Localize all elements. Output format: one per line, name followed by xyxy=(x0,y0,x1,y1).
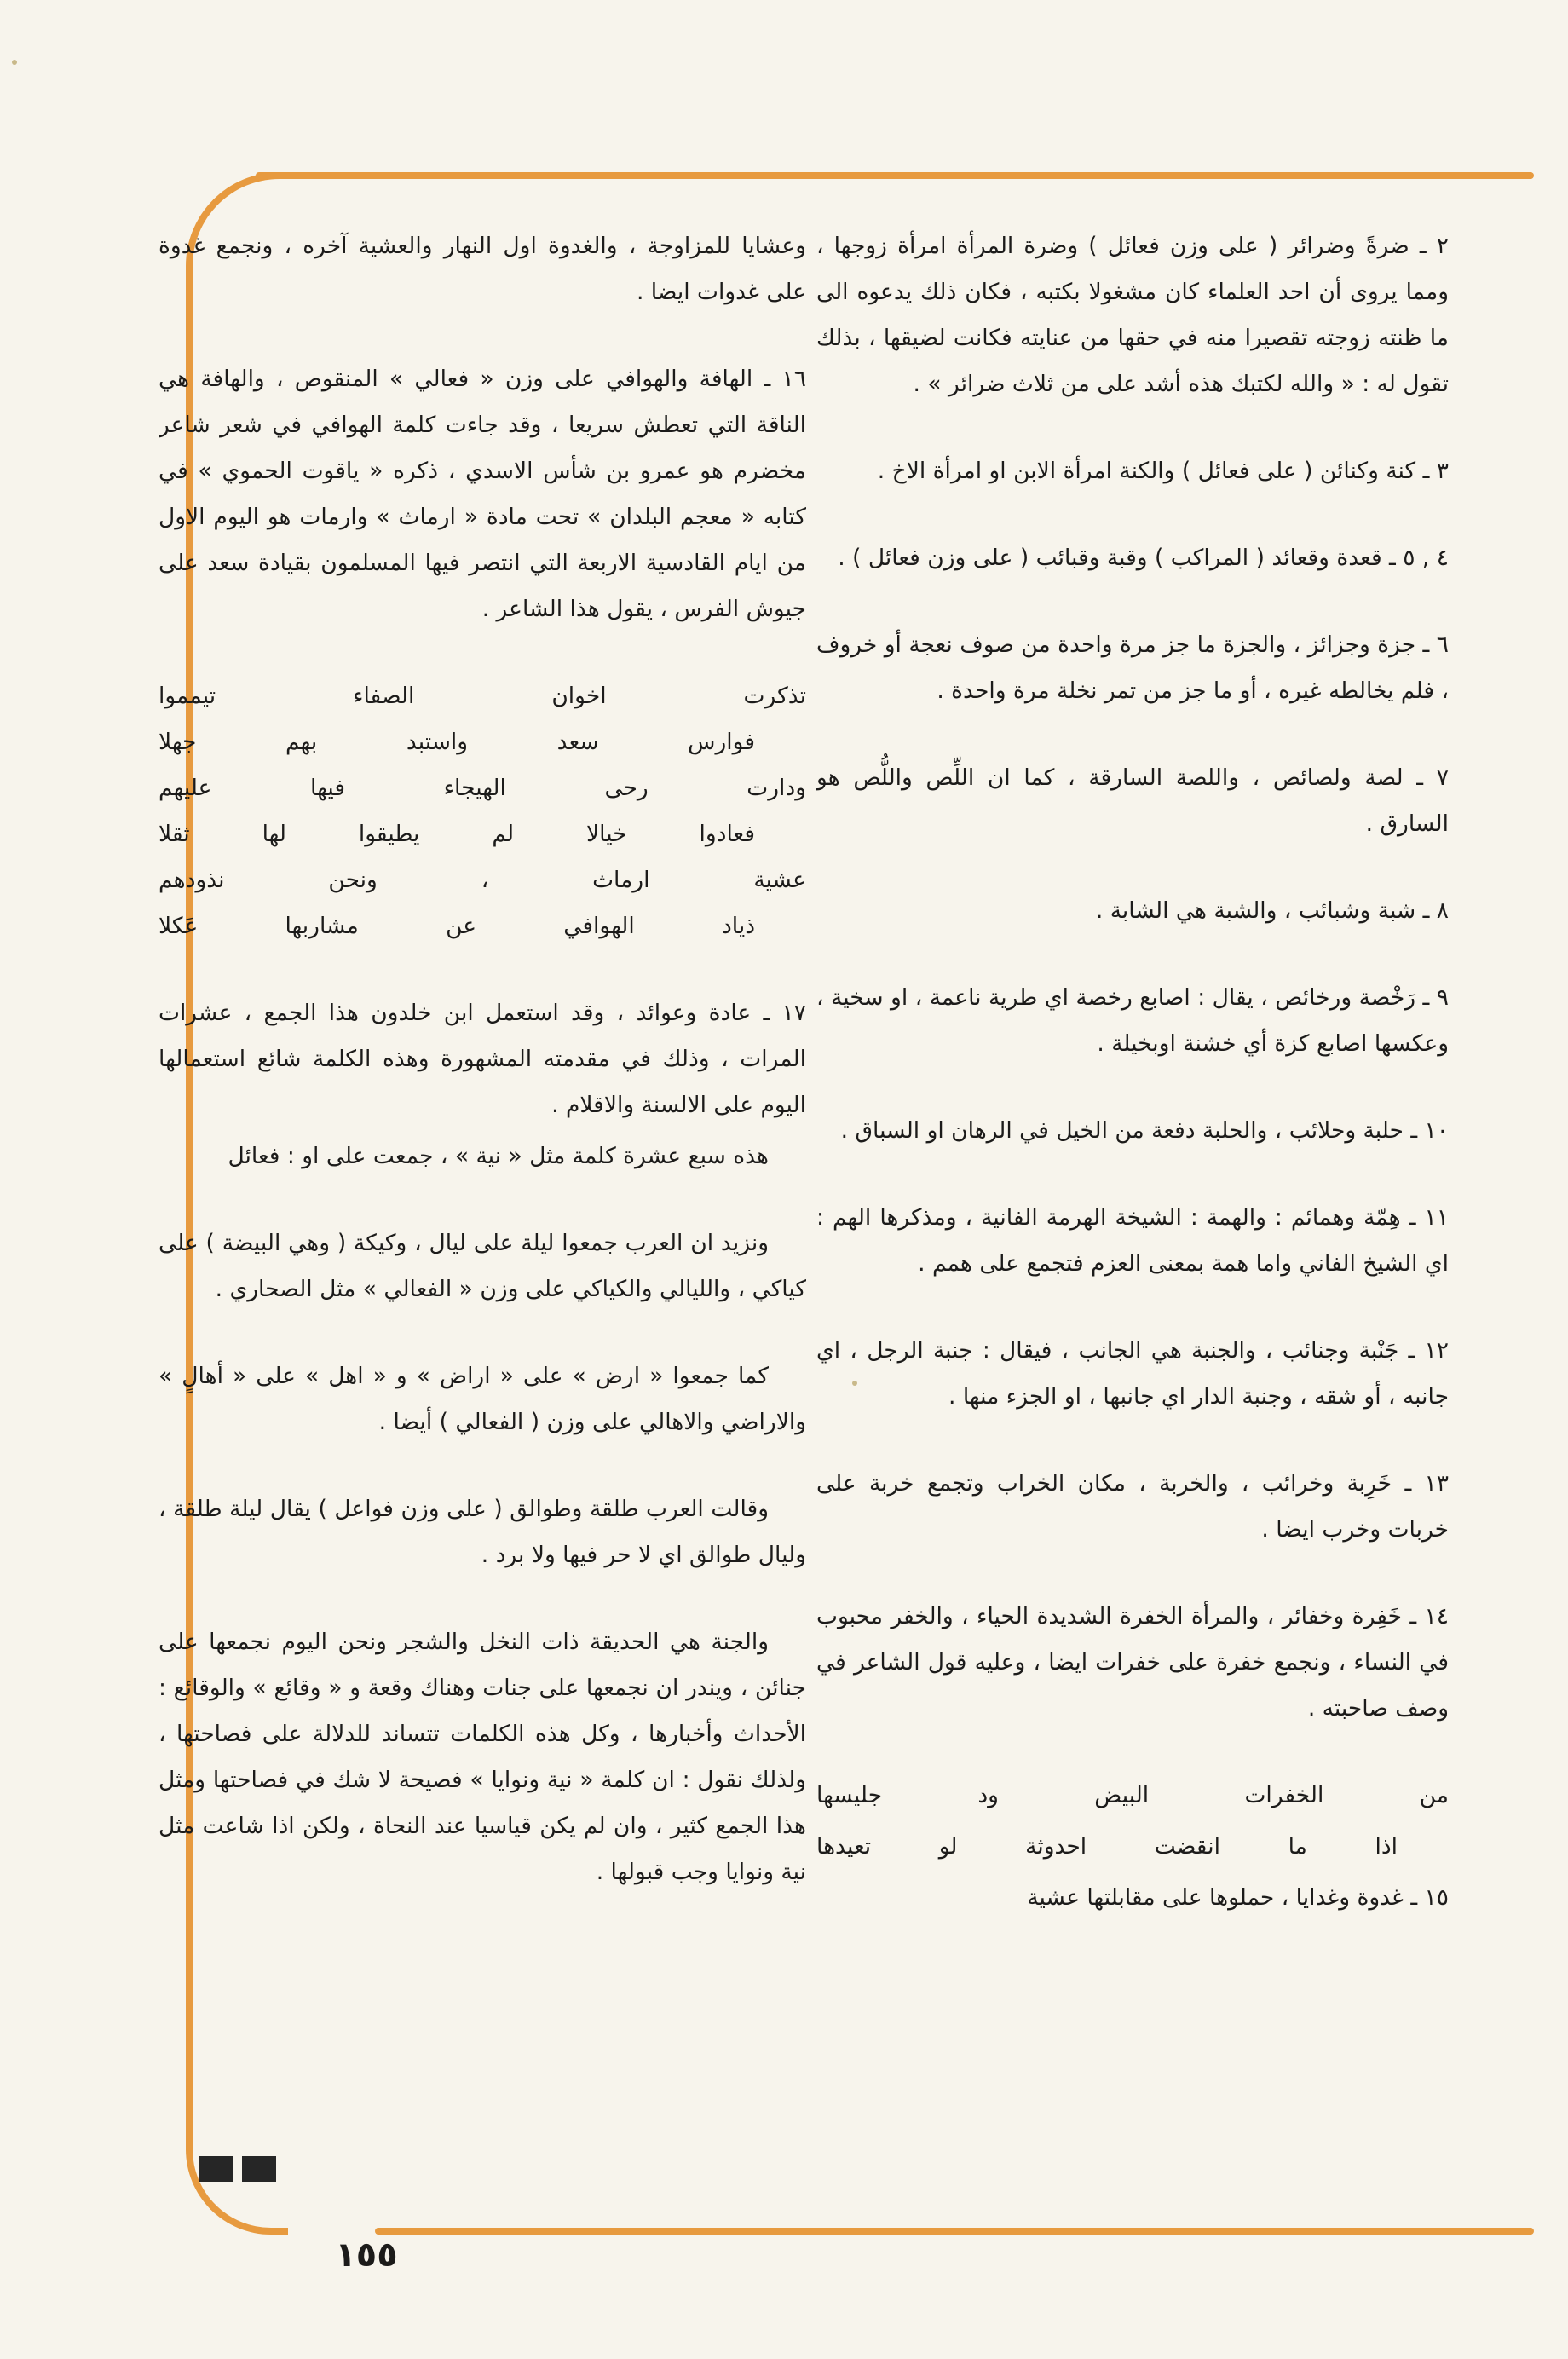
frame-top-border xyxy=(256,172,1534,179)
verse-line-1: من الخفرات البيض ود جليسها xyxy=(816,1782,1449,1808)
entry-6: ٦ ـ جزة وجزائز ، والجزة ما جز مرة واحدة من صوف نعجة أو خروف ، فلم يخالطه غيره ، أو ما جز من تمر نخلة مرة واحدة . xyxy=(816,632,1449,704)
poem-line: ذياد الهوافي عن مشاربها عَكلا xyxy=(159,913,755,939)
end-square-mark xyxy=(242,2156,276,2182)
page-number: ١٥٥ xyxy=(335,2235,398,2275)
poem-block xyxy=(159,673,806,949)
entry-9: ٩ ـ رَخْصة ورخائص ، يقال : اصابع رخصة اي طرية ناعمة ، او سخية ، وعكسها اصابع كزة أي خشنة اوبخيلة . xyxy=(816,984,1449,1057)
entry-14: ١٤ ـ خَفِرة وخفائر ، والمرأة الخفرة الشديدة الحياء ، والخفر محبوب في النساء ، ونجمع خفرة على خفرات ايضا ، وعليه قول الشاعر في وصف صاحبته . xyxy=(816,1603,1449,1722)
entry-3: ٣ ـ كنة وكنائن ( على فعائل ) والكنة امرأة الابن او امرأة الاخ . xyxy=(877,458,1449,484)
poem-line: عشية ارماث ، ونحن نذودهم xyxy=(159,867,806,893)
paragraph-tawaliq: وقالت العرب طلقة وطوالق ( على وزن فواعل ) يقال ليلة طلقة ، وليال طوالق اي لا حر فيها ولا برد . xyxy=(159,1496,806,1568)
left-column xyxy=(159,223,806,2209)
entry-15: ١٥ ـ غدوة وغدايا ، حملوها على مقابلتها عشية xyxy=(1027,1884,1449,1911)
entry-2: ٢ ـ ضرةً وضرائر ( على وزن فعائل ) وضرة المرأة امرأة زوجها ، ومما يروى أن احد العلماء كان مشغولا بكتبه ، فكان ذلك يدعوه الى ما ظنته زوجته تقصيرا منه في حقها من عنايته فكانت لضيقها ، بذلك تقول له : « والله لكتبك هذه أشد على من ثلاث ضرائر » . xyxy=(816,233,1449,397)
entry-15-continued: وعشايا للمزاوجة ، والغدوة اول النهار والعشية آخره ، ونجمع غدوة على غدوات ايضا . xyxy=(159,233,806,305)
paragraph-lands: كما جمعوا « ارض » على « اراض » و « اهل » على « أهالٍ » والاراضي والاهالي على وزن ( الفعالي ) أيضا . xyxy=(159,1363,806,1435)
entry-16: ١٦ ـ الهافة والهوافي على وزن « فعالي » المنقوص ، والهافة هي الناقة التي تعطش سريعا ، وقد جاءت كلمة الهوافي في شعر شاعر مخضرم هو عمرو بن شأس الاسدي ، ذكره « ياقوت الحموي » في كتابه « معجم البلدان » تحت مادة « ارماث » وارمات هو اليوم الاول من ايام القادسية الاربعة التي انتصر فيها المسلمون بقيادة سعد على جيوش الفرس ، يقول هذا الشاعر . xyxy=(159,366,806,622)
poem-line: ودارت رحى الهيجاء فيها عليهم xyxy=(159,775,806,801)
poem-line: فعادوا خيالا لم يطيقوا لها ثقلا xyxy=(159,821,755,847)
entry-13: ١٣ ـ خَرِبة وخرائب ، والخربة ، مكان الخراب وتجمع خربة على خربات وخرب ايضا . xyxy=(816,1470,1449,1543)
entry-8: ٨ ـ شبة وشبائب ، والشبة هي الشابة . xyxy=(1095,897,1449,924)
paragraph-nights: ونزيد ان العرب جمعوا ليلة على ليال ، وكيكة ( وهي البيضة ) على كياكي ، والليالي والكياكي على وزن « الفعالي » مثل الصحاري . xyxy=(159,1230,806,1302)
end-of-article-marks xyxy=(198,2156,276,2182)
poem-line: تذكرت اخوان الصفاء تيمموا xyxy=(159,683,806,709)
entry-11: ١١ ـ هِمّة وهمائم : والهمة : الشيخة الهرمة الفانية ، ومذكرها الهم : اي الشيخ الفاني واما همة بمعنى العزم فتجمع على همم . xyxy=(816,1204,1449,1277)
summary-paragraph: هذه سبع عشرة كلمة مثل « نية » ، جمعت على او : فعائل xyxy=(228,1143,769,1169)
entry-7: ٧ ـ لصة ولصائص ، واللصة السارقة ، كما ان اللِّص واللُّص هو السارق . xyxy=(816,764,1449,837)
right-column xyxy=(816,223,1449,2209)
entry-12: ١٢ ـ جَنْبة وجنائب ، والجنبة هي الجانب ، فيقال : جنبة الرجل ، اي جانبه ، أو شقه ، وجنبة الدار اي جانبها ، او الجزء منها . xyxy=(816,1337,1449,1410)
poem-line: فوارس سعد واستبد بهم جهلا xyxy=(159,729,755,755)
paper-speck xyxy=(12,60,17,65)
entry-17: ١٧ ـ عادة وعوائد ، وقد استعمل ابن خلدون هذا الجمع ، عشرات المرات ، وذلك في مقدمته المشهورة وهذه الكلمة شائع استعمالها اليوم على الالسنة والاقلام . xyxy=(159,1000,806,1118)
entry-10: ١٠ ـ حلبة وحلائب ، والحلبة دفعة من الخيل في الرهان او السباق . xyxy=(840,1117,1449,1144)
verse-line-2: اذا ما انقضت احدوثة لو تعيدها xyxy=(816,1833,1398,1860)
entry-4-5: ٤ , ٥ ـ قعدة وقعائد ( المراكب ) وقبة وقبائب ( على وزن فعائل ) . xyxy=(838,545,1449,571)
frame-bottom-border xyxy=(375,2228,1534,2235)
end-square-mark xyxy=(199,2156,233,2182)
paragraph-conclusion: والجنة هي الحديقة ذات النخل والشجر ونحن اليوم نجمعها على جنائن ، ويندر ان نجمعها على جنات وهناك وقعة و « وقائع » والوقائع : الأحداث وأخبارها ، وكل هذه الكلمات تتساند للدلالة على فصاحتها ، ولذلك نقول : ان كلمة « نية ونوايا » فصيحة لا شك في فصاحتها ومثل هذا الجمع كثير ، وان لم يكن قياسيا عند النحاة ، ولكن اذا شاعت مثل نية ونوايا وجب قبولها . xyxy=(159,1629,806,1885)
verse-block xyxy=(816,1773,1449,1870)
